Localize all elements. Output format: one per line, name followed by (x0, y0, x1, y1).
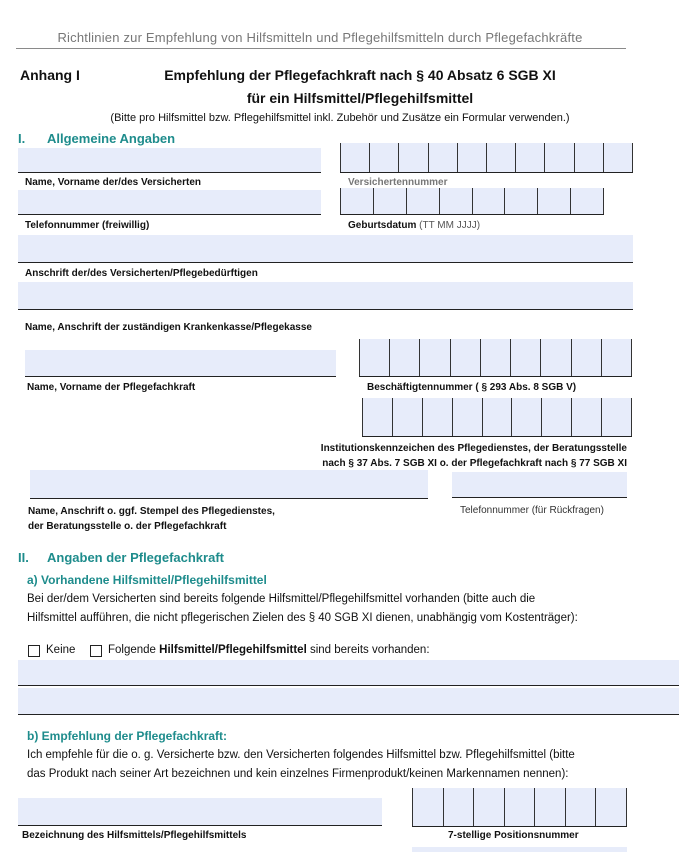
institution-code-label-line2: nach § 37 Abs. 7 SGB XI o. der Pflegefachkraft nach § 77 SGB XI (322, 458, 627, 469)
section-2-number: II. (18, 550, 29, 565)
insured-name-field[interactable] (18, 148, 321, 172)
birthdate-field[interactable] (340, 188, 604, 215)
birthdate-label-text: Geburtsdatum (348, 220, 417, 231)
phone-label: Telefonnummer (freiwillig) (25, 220, 150, 231)
insured-name-label: Name, Vorname der/des Versicherten (25, 177, 202, 188)
product-designation-label: Bezeichnung des Hilfsmittels/Pflegehilfsmittels (22, 830, 247, 841)
care-service-field[interactable] (30, 470, 428, 498)
subsection-b-text-line2: das Produkt nach seiner Art bezeichnen und kein einzelnes Firmenprodukt/keinen Markennamen nennen): (27, 768, 569, 780)
care-service-label-line1: Name, Anschrift o. ggf. Stempel des Pflegedienstes, (28, 506, 275, 517)
position-number-label: 7-stellige Positionsnummer (448, 830, 579, 841)
nurse-name-field[interactable] (25, 350, 336, 376)
address-label: Anschrift der/des Versicherten/Pflegebedürftigen (25, 268, 258, 279)
section-2-title: Angaben der Pflegefachkraft (47, 550, 224, 565)
insurer-label: Name, Anschrift der zuständigen Krankenkasse/Pflegekasse (25, 322, 312, 333)
nurse-name-label: Name, Vorname der Pflegefachkraft (27, 382, 196, 393)
existing-aids-field-2[interactable] (18, 688, 679, 714)
address-underline (18, 262, 633, 263)
institution-code-label-line1: Institutionskennzeichen des Pflegedienstes, der Beratungsstelle (320, 443, 627, 454)
form-note: (Bitte pro Hilfsmittel bzw. Pflegehilfsmittel inkl. Zubehör und Zusätze ein Formular verwenden.) (110, 112, 570, 124)
birthdate-format: (TT MM JJJJ) (419, 220, 481, 231)
address-field[interactable] (18, 235, 633, 262)
callback-phone-field[interactable] (452, 472, 627, 497)
insurance-number-label: Versichertennummer (348, 177, 448, 188)
following-label-bold: Hilfsmittel/Pflegehilfsmittel (159, 644, 307, 656)
subsection-b-title: b) Empfehlung der Pflegefachkraft: (27, 729, 228, 743)
section-1-title: Allgemeine Angaben (47, 131, 176, 146)
insurance-number-field[interactable] (340, 143, 633, 173)
form-title-line2: für ein Hilfsmittel/Pflegehilfsmittel (246, 90, 474, 106)
none-checkbox[interactable] (28, 645, 40, 657)
employee-number-label: Beschäftigtennummer ( § 293 Abs. 8 SGB V) (367, 382, 577, 393)
form-title-line1: Empfehlung der Pflegefachkraft nach § 40 Absatz 6 SGB XI (164, 67, 556, 83)
institution-code-field[interactable] (362, 398, 632, 437)
subsection-a-text-line2: Hilfsmittel aufführen, die nicht pflegerischen Zielen des § 40 SGB XI dienen, unabhängig vom Kostenträger): (27, 612, 578, 624)
subsection-a-title: a) Vorhandene Hilfsmittel/Pflegehilfsmittel (27, 573, 267, 587)
existing-aids-underline-1 (18, 685, 679, 686)
product-designation-field[interactable] (18, 798, 382, 825)
existing-aids-underline-2 (18, 714, 679, 715)
product-designation-underline (18, 825, 382, 826)
insurer-field[interactable] (18, 282, 633, 309)
annex-label: Anhang I (20, 67, 80, 83)
following-label-pre: Folgende (108, 644, 160, 656)
care-service-label-line2: der Beratungsstelle o. der Pflegefachkraft (28, 521, 227, 532)
position-number-field[interactable] (412, 788, 627, 827)
subsection-a-text-line1: Bei der/dem Versicherten sind bereits folgende Hilfsmittel/Pflegehilfsmittel vorhanden (bitte auch die (27, 593, 536, 605)
phone-field[interactable] (18, 190, 321, 214)
existing-aids-field-1[interactable] (18, 660, 679, 685)
subsection-b-text-line1: Ich empfehle für die o. g. Versicherte bzw. den Versicherten folgendes Hilfsmittel bzw. Pflegehilfsmittel (bitte (27, 749, 575, 761)
following-label-post: sind bereits vorhanden: (306, 644, 430, 656)
phone-underline (18, 214, 321, 215)
none-checkbox-label: Keine (46, 644, 76, 656)
following-checkbox[interactable] (90, 645, 102, 657)
callback-phone-underline (452, 497, 627, 498)
employee-number-field[interactable] (359, 339, 632, 377)
header-divider (16, 48, 626, 49)
running-header: Richtlinien zur Empfehlung von Hilfsmitteln und Pflegehilfsmitteln durch Pflegefachkräfte (57, 30, 583, 45)
insurer-underline (18, 309, 633, 310)
following-checkbox-label (108, 644, 430, 656)
next-field-partial (412, 847, 627, 852)
callback-phone-label: Telefonnummer (für Rückfragen) (460, 505, 604, 516)
section-1-number: I. (18, 131, 26, 146)
birthdate-label (348, 220, 480, 231)
care-service-underline (30, 498, 428, 499)
nurse-name-underline (25, 376, 336, 377)
insured-name-underline (18, 172, 321, 173)
